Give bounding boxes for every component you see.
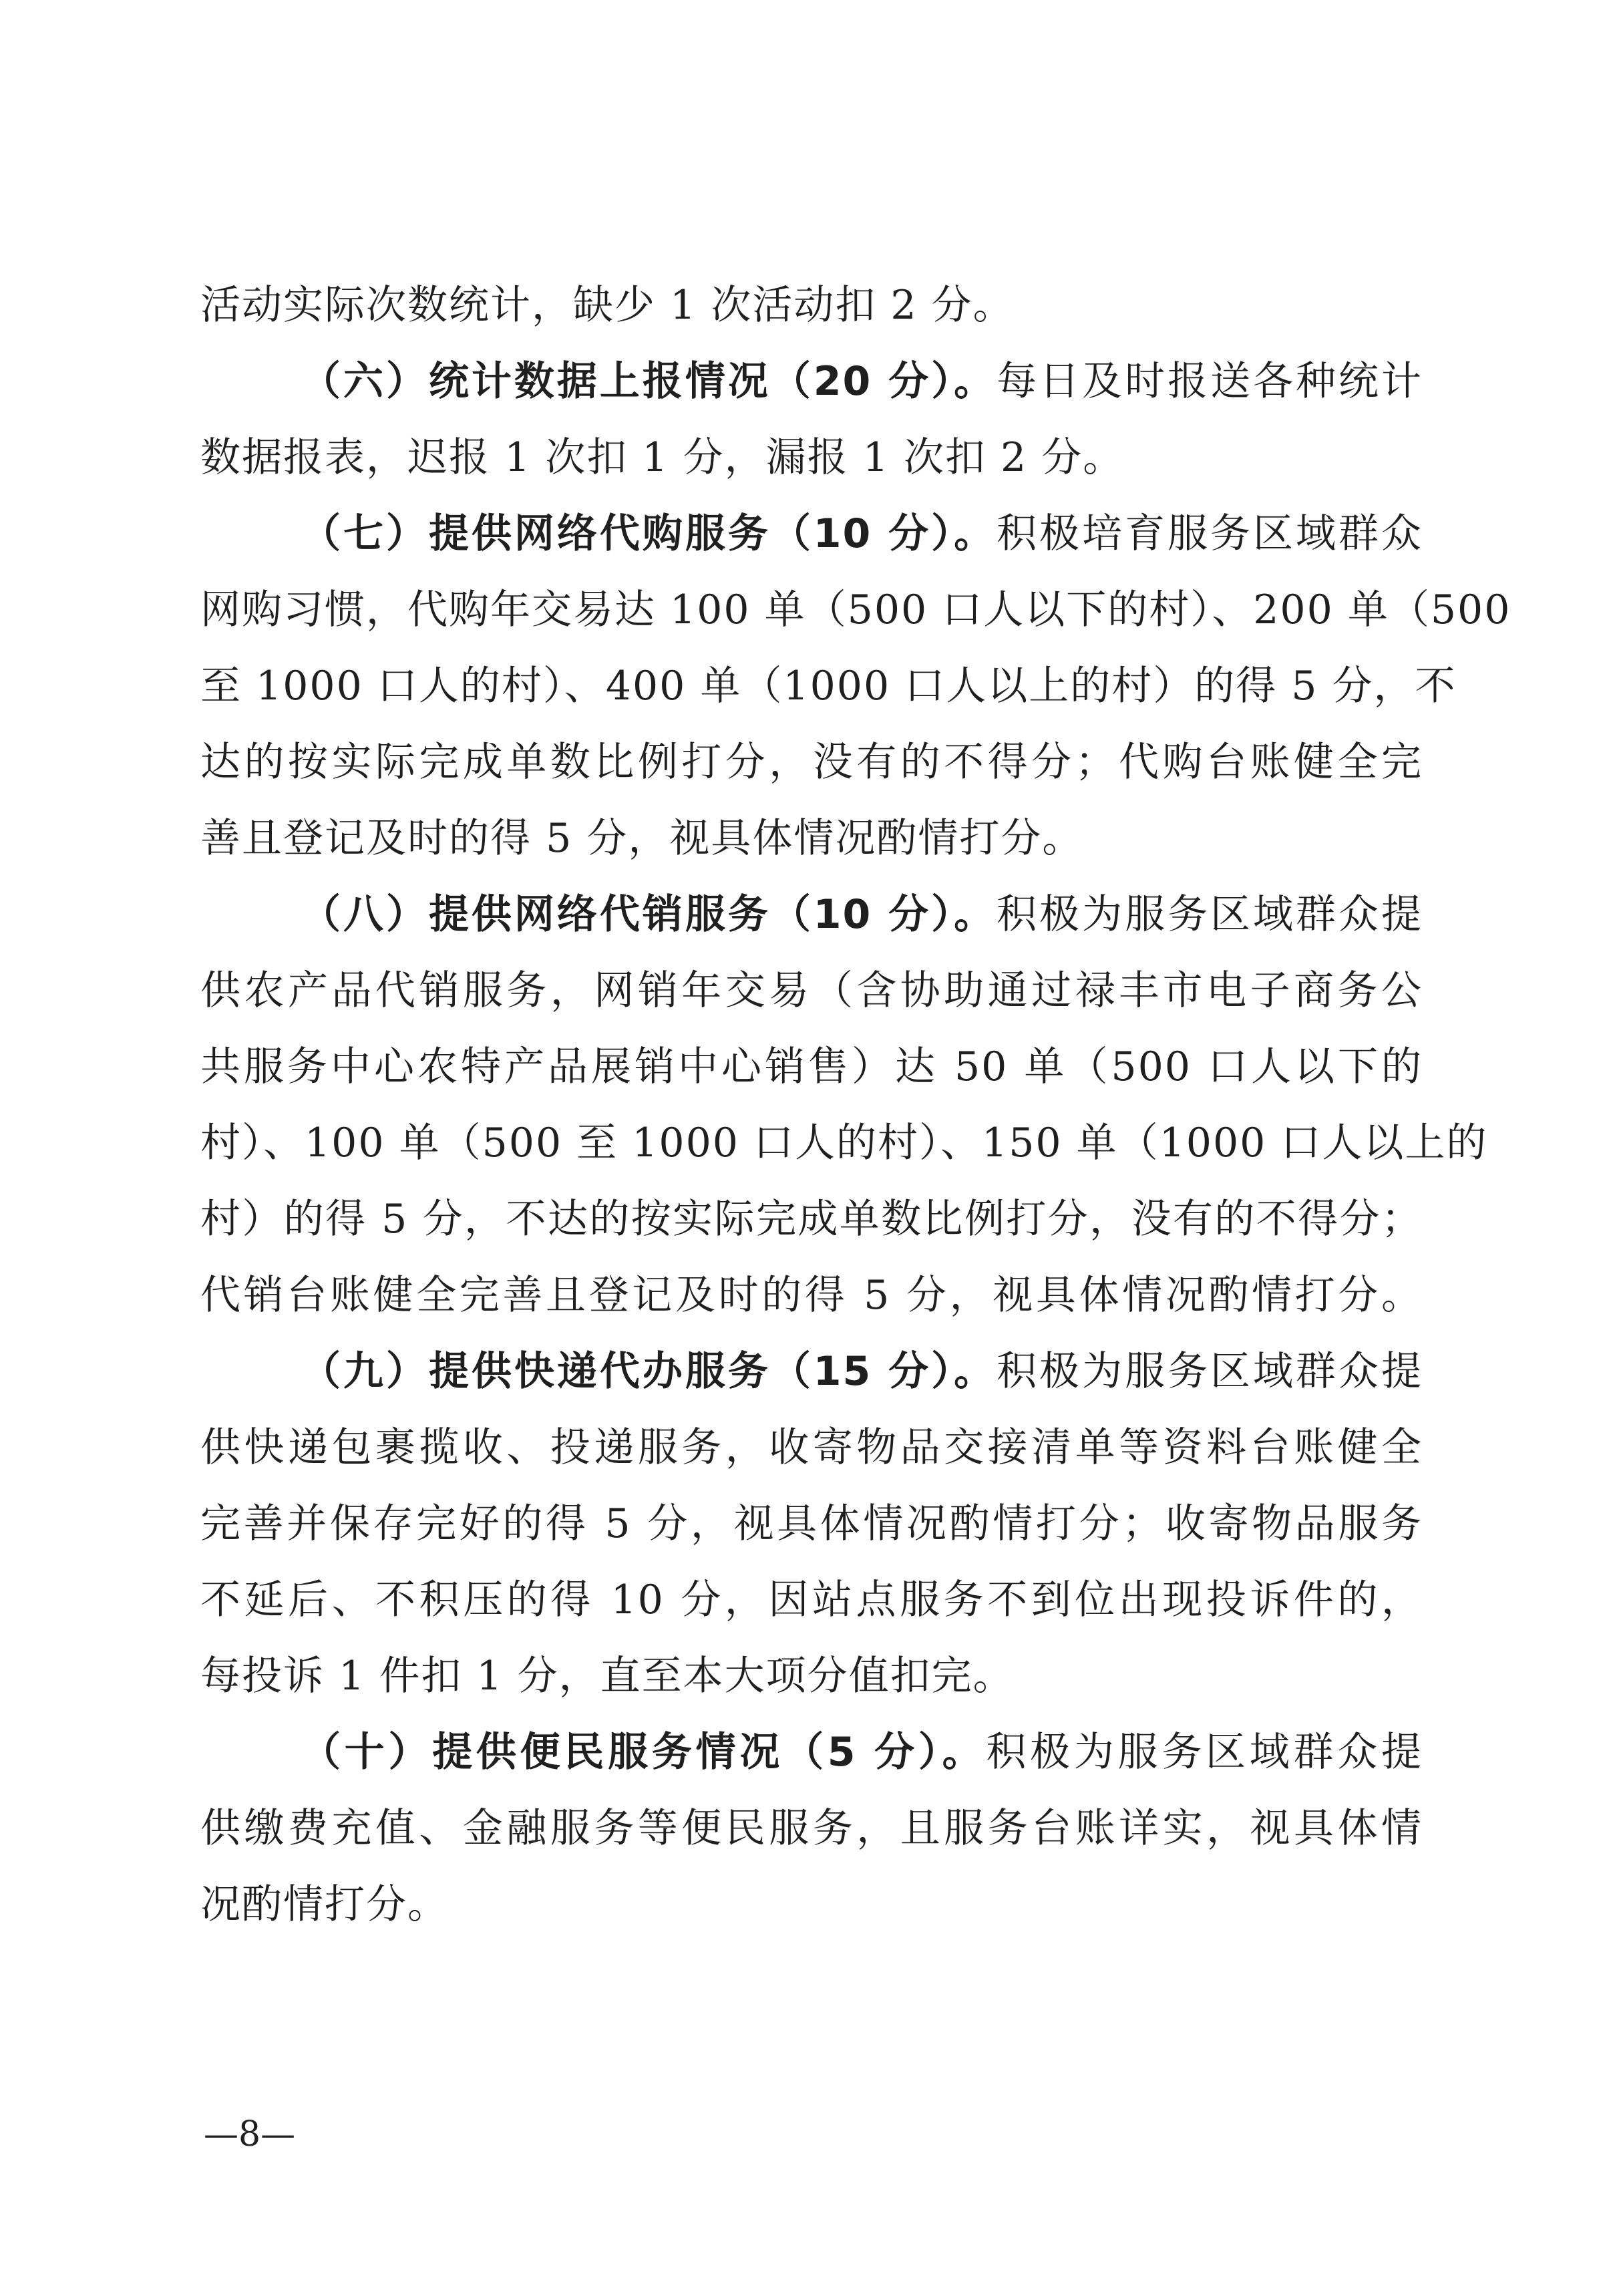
page-number: —8— xyxy=(204,2114,296,2154)
paragraph-line: 不延后、不积压的得 10 分，因站点服务不到位出现投诉件的， xyxy=(200,1577,1423,1623)
section-nine-line-1 xyxy=(200,1333,1423,1410)
paragraph-line: 供快递包裹揽收、投递服务，收寄物品交接清单等资料台账健全 xyxy=(200,1424,1423,1471)
paragraph-text: 积极培育服务区域群众 xyxy=(997,510,1423,557)
paragraph-line: 完善并保存完好的得 5 分，视具体情况酌情打分；收寄物品服务 xyxy=(200,1500,1423,1547)
section-heading: （七）提供网络代购服务（10 分）。 xyxy=(301,510,997,557)
paragraph-line: 村）、100 单（500 至 1000 口人的村）、150 单（1000 口人以上的 xyxy=(200,1120,1488,1166)
paragraph-line: 活动实际次数统计，缺少 1 次活动扣 2 分。 xyxy=(200,282,1015,329)
paragraph-line: 共服务中心农特产品展销中心销售）达 50 单（500 口人以下的 xyxy=(200,1043,1423,1090)
paragraph-line: 村）的得 5 分，不达的按实际完成单数比例打分，没有的不得分； xyxy=(200,1196,1423,1243)
paragraph-line: 供缴费充值、金融服务等便民服务，且服务台账详实，视具体情 xyxy=(200,1805,1423,1852)
section-seven-line-1 xyxy=(200,496,1423,572)
paragraph-line: 数据报表，迟报 1 次扣 1 分，漏报 1 次扣 2 分。 xyxy=(200,434,1125,481)
section-heading: （九）提供快递代办服务（15 分）。 xyxy=(301,1348,997,1395)
section-heading: （六）统计数据上报情况（20 分）。 xyxy=(301,358,997,405)
paragraph-line: 每投诉 1 件扣 1 分，直至本大项分值扣完。 xyxy=(200,1653,1015,1699)
paragraph-line: 代销台账健全完善且登记及时的得 5 分，视具体情况酌情打分。 xyxy=(200,1272,1423,1319)
paragraph-line: 达的按实际完成单数比例打分，没有的不得分；代购台账健全完 xyxy=(200,739,1423,786)
section-heading: （八）提供网络代销服务（10 分）。 xyxy=(301,891,997,938)
body-text xyxy=(200,267,1511,1943)
paragraph-line: 网购习惯，代购年交易达 100 单（500 口人以下的村）、200 单（500 xyxy=(200,587,1511,633)
paragraph-line: 况酌情打分。 xyxy=(200,1881,449,1928)
section-heading: （十）提供便民服务情况（5 分）。 xyxy=(301,1729,987,1776)
paragraph-text: 积极为服务区域群众提 xyxy=(986,1729,1423,1776)
paragraph-text: 每日及时报送各种统计 xyxy=(997,358,1423,405)
paragraph-text: 积极为服务区域群众提 xyxy=(997,891,1423,938)
section-eight-line-1 xyxy=(200,876,1423,953)
section-ten-line-1 xyxy=(200,1714,1423,1790)
paragraph-line: 善且登记及时的得 5 分，视具体情况酌情打分。 xyxy=(200,815,1084,862)
paragraph-line: 供农产品代销服务，网销年交易（含协助通过禄丰市电子商务公 xyxy=(200,967,1423,1014)
paragraph-text: 积极为服务区域群众提 xyxy=(997,1348,1423,1395)
section-six-line-1 xyxy=(200,343,1423,420)
paragraph-line: 至 1000 口人的村）、400 单（1000 口人以上的村）的得 5 分，不 xyxy=(200,663,1457,709)
